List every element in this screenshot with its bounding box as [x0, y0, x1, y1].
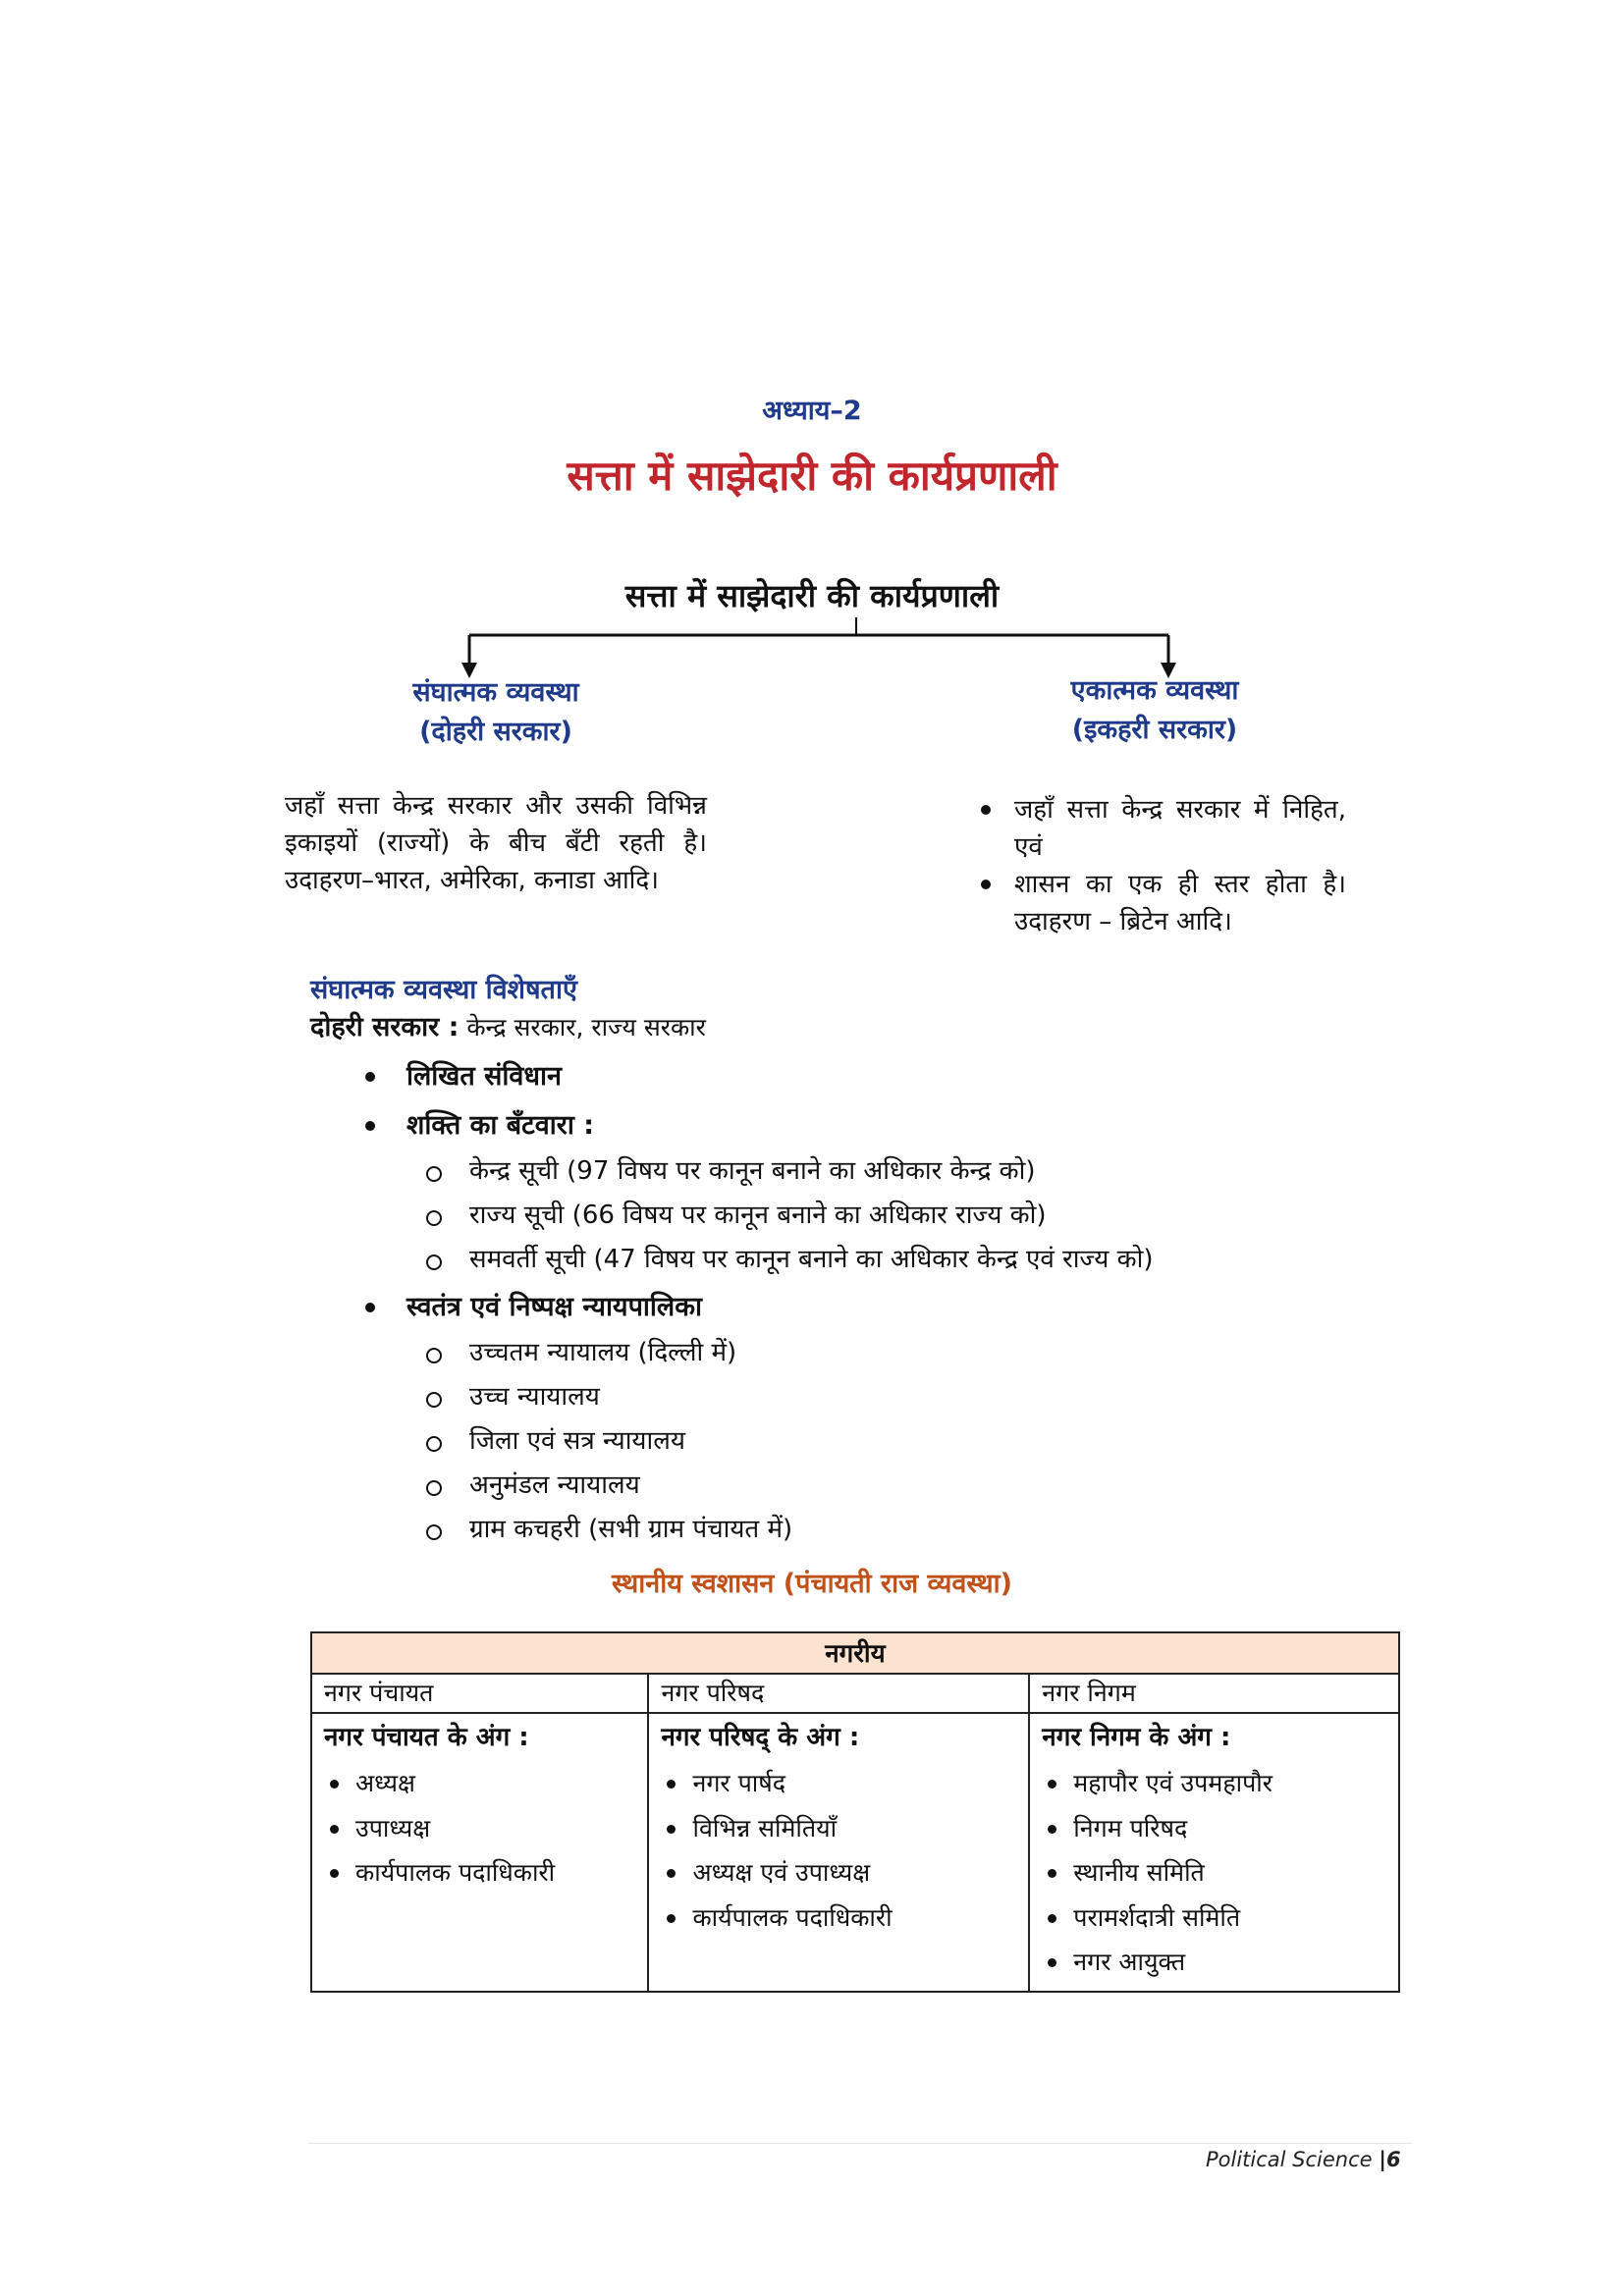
organs-list	[661, 1761, 1016, 1940]
federal-title-line2: (दोहरी सरकार)	[419, 717, 572, 747]
organs-title: नगर निगम के अंग :	[1042, 1723, 1231, 1752]
list-item: उपाध्यक्ष	[324, 1806, 635, 1851]
local-governance-heading: स्थानीय स्वशासन (पंचायती राज व्यवस्था)	[612, 1569, 1012, 1599]
unitary-points	[977, 791, 1346, 940]
federal-features-section	[310, 970, 1410, 1558]
sub-item: उच्च न्यायालय	[359, 1375, 1410, 1419]
feature-label: शक्ति का बँटवारा :	[359, 1106, 1410, 1146]
organs-title: नगर पंचायत के अंग :	[324, 1723, 529, 1752]
unitary-title-line2: (इकहरी सरकार)	[1071, 715, 1238, 745]
feature-label: स्वतंत्र एवं निष्पक्ष न्यायपालिका	[359, 1288, 1410, 1327]
tree-connector	[0, 614, 1624, 682]
sub-item: ग्राम कचहरी (सभी ग्राम पंचायत में)	[359, 1508, 1410, 1552]
urban-bodies-table	[310, 1631, 1400, 1993]
organs-list	[1042, 1761, 1386, 1985]
unitary-title-line1: एकात्मक व्यवस्था	[1070, 675, 1239, 706]
column-name: नगर निगम	[1029, 1674, 1399, 1713]
federal-title-line1: संघात्मक व्यवस्था	[412, 677, 579, 708]
list-item: अध्यक्ष एवं उपाध्यक्ष	[661, 1850, 1016, 1896]
federal-description: जहाँ सत्ता केन्द्र सरकार और उसकी विभिन्न इकाइयों (राज्यों) के बीच बँटी रहती है। उदाहरण–भारत, अमेरिका, कनाडा आदि।	[285, 791, 707, 895]
list-item: परामर्शदात्री समिति	[1042, 1896, 1386, 1941]
organs-list	[324, 1761, 635, 1896]
list-item: स्थानीय समिति	[1042, 1850, 1386, 1896]
list-item: विभिन्न समितियाँ	[661, 1806, 1016, 1851]
federal-features-heading: संघात्मक व्यवस्था विशेषताएँ	[310, 975, 577, 1005]
feature-list	[359, 1057, 1410, 1552]
tree-root-title: सत्ता में साझेदारी की कार्यप्रणाली	[624, 577, 1000, 614]
dual-government-label: दोहरी सरकार :	[310, 1012, 460, 1042]
list-item: कार्यपालक पदाधिकारी	[324, 1850, 635, 1896]
table-cell	[648, 1713, 1029, 1992]
sub-item: अनुमंडल न्यायालय	[359, 1464, 1410, 1508]
list-item: अध्यक्ष	[324, 1761, 635, 1806]
table-column-names-row	[311, 1674, 1399, 1713]
organs-title: नगर परिषद् के अंग :	[661, 1723, 860, 1752]
sub-item: केन्द्र सूची (97 विषय पर कानून बनाने का अधिकार केन्द्र को)	[359, 1149, 1410, 1194]
table-header: नगरीय	[311, 1632, 1399, 1674]
footer-subject: Political Science	[1206, 2148, 1373, 2171]
feature-item	[359, 1106, 1410, 1282]
feature-item	[359, 1288, 1410, 1552]
sub-item: समवर्ती सूची (47 विषय पर कानून बनाने का अधिकार केन्द्र एवं राज्य को)	[359, 1238, 1410, 1282]
table-cell	[311, 1713, 648, 1992]
feature-sublist	[359, 1331, 1410, 1552]
unitary-point: जहाँ सत्ता केन्द्र सरकार में निहित, एवं	[977, 791, 1346, 866]
list-item: नगर पार्षद	[661, 1761, 1016, 1806]
page-number: |6	[1379, 2148, 1401, 2171]
feature-label: लिखित संविधान	[359, 1057, 1410, 1096]
page-footer	[1206, 2148, 1401, 2171]
table-cell	[1029, 1713, 1399, 1992]
feature-sublist	[359, 1149, 1410, 1282]
list-item: महापौर एवं उपमहापौर	[1042, 1761, 1386, 1806]
dual-government-line	[310, 1006, 1410, 1049]
list-item: नगर आयुक्त	[1042, 1940, 1386, 1985]
chapter-label: अध्याय–2	[762, 396, 862, 426]
page-title: सत्ता में साझेदारी की कार्यप्रणाली	[567, 452, 1057, 500]
sub-item: उच्चतम न्यायालय (दिल्ली में)	[359, 1331, 1410, 1375]
footer-divider	[308, 2143, 1412, 2144]
column-name: नगर पंचायत	[311, 1674, 648, 1713]
unitary-branch-title	[1007, 671, 1302, 750]
federal-branch-title	[349, 673, 643, 752]
feature-item	[359, 1057, 1410, 1096]
list-item: कार्यपालक पदाधिकारी	[661, 1896, 1016, 1941]
column-name: नगर परिषद	[648, 1674, 1029, 1713]
table-header-row	[311, 1632, 1399, 1674]
sub-item: जिला एवं सत्र न्यायालय	[359, 1419, 1410, 1464]
list-item: निगम परिषद	[1042, 1806, 1386, 1851]
table-row	[311, 1713, 1399, 1992]
unitary-point: शासन का एक ही स्तर होता है। उदाहरण – ब्रिटेन आदि।	[977, 866, 1346, 940]
dual-government-value: केन्द्र सरकार, राज्य सरकार	[466, 1013, 706, 1041]
sub-item: राज्य सूची (66 विषय पर कानून बनाने का अधिकार राज्य को)	[359, 1194, 1410, 1238]
